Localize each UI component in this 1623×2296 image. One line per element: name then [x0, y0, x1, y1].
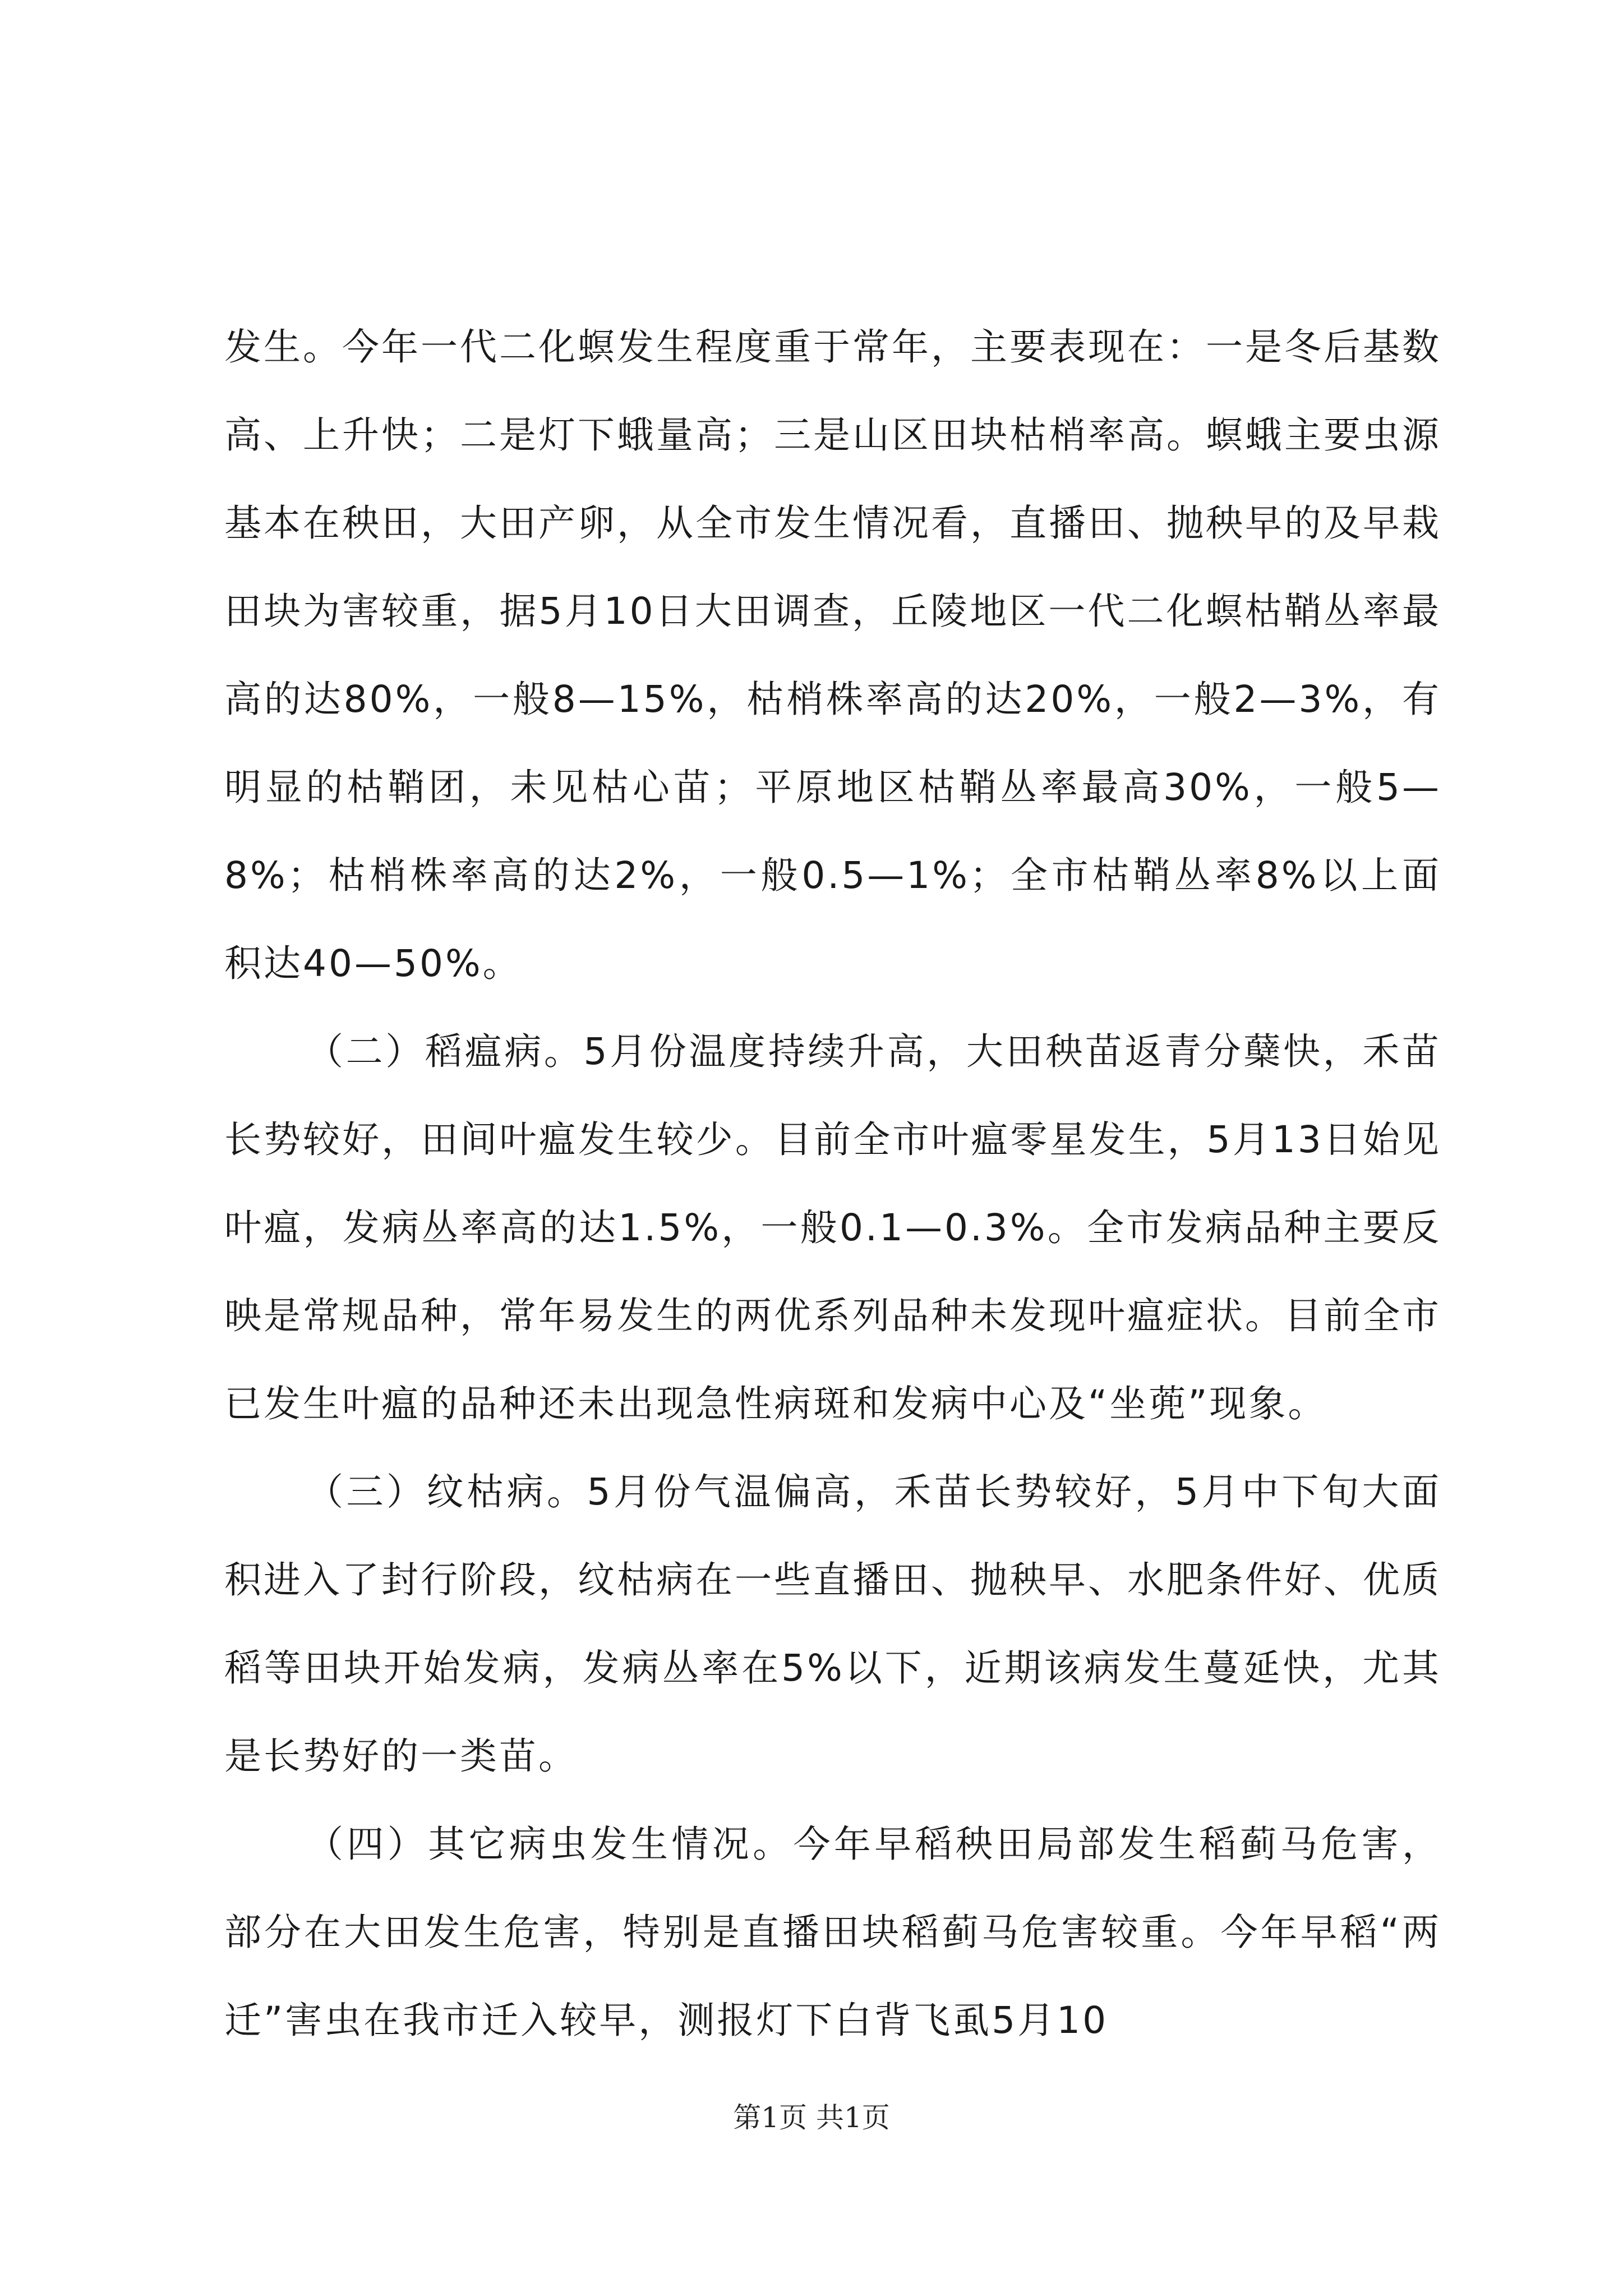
paragraph-1: 发生。今年一代二化螟发生程度重于常年，主要表现在：一是冬后基数高、上升快；二是灯下蛾量高；三是山区田块枯梢率高。螟蛾主要虫源基本在秧田，大田产卵，从全市发生情况看，直播田、抛秧早的及早栽田块为害较重，据5月10日大田调查，丘陵地区一代二化螟枯鞘丛率最高的达80%，一般8—15%，枯梢株率高的达20%，一般2—3%，有明显的枯鞘团，未见枯心苗；平原地区枯鞘丛率最高30%，一般5—8%；枯梢株率高的达2%，一般0.5—1%；全市枯鞘丛率8%以上面积达40—50%。 [224, 325, 1441, 985]
paragraph-4: （四）其它病虫发生情况。今年早稻秧田局部发生稻蓟马危害，部分在大田发生危害，特别是直播田块稻蓟马危害较重。今年早稻“两迁”害虫在我市迁入较早，测报灯下白背飞虱5月10 [224, 1823, 1441, 2042]
paragraph-3: （三）纹枯病。5月份气温偏高，禾苗长势较好，5月中下旬大面积进入了封行阶段，纹枯病在一些直播田、抛秧早、水肥条件好、优质稻等田块开始发病，发病丛率在5%以下，近期该病发生蔓延快，尤其是长势好的一类苗。 [224, 1470, 1441, 1778]
page-footer: 第1页 共1页 [733, 2101, 890, 2134]
body-text [224, 303, 1441, 2064]
paragraph-2: （二）稻瘟病。5月份温度持续升高，大田秧苗返青分蘖快，禾苗长势较好，田间叶瘟发生较少。目前全市叶瘟零星发生，5月13日始见叶瘟，发病丛率高的达1.5%，一般0.1—0.3%。全市发病品种主要反映是常规品种，常年易发生的两优系列品种未发现叶瘟症状。目前全市已发生叶瘟的品种还未出现急性病斑和发病中心及“坐蔸”现象。 [224, 1030, 1441, 1425]
